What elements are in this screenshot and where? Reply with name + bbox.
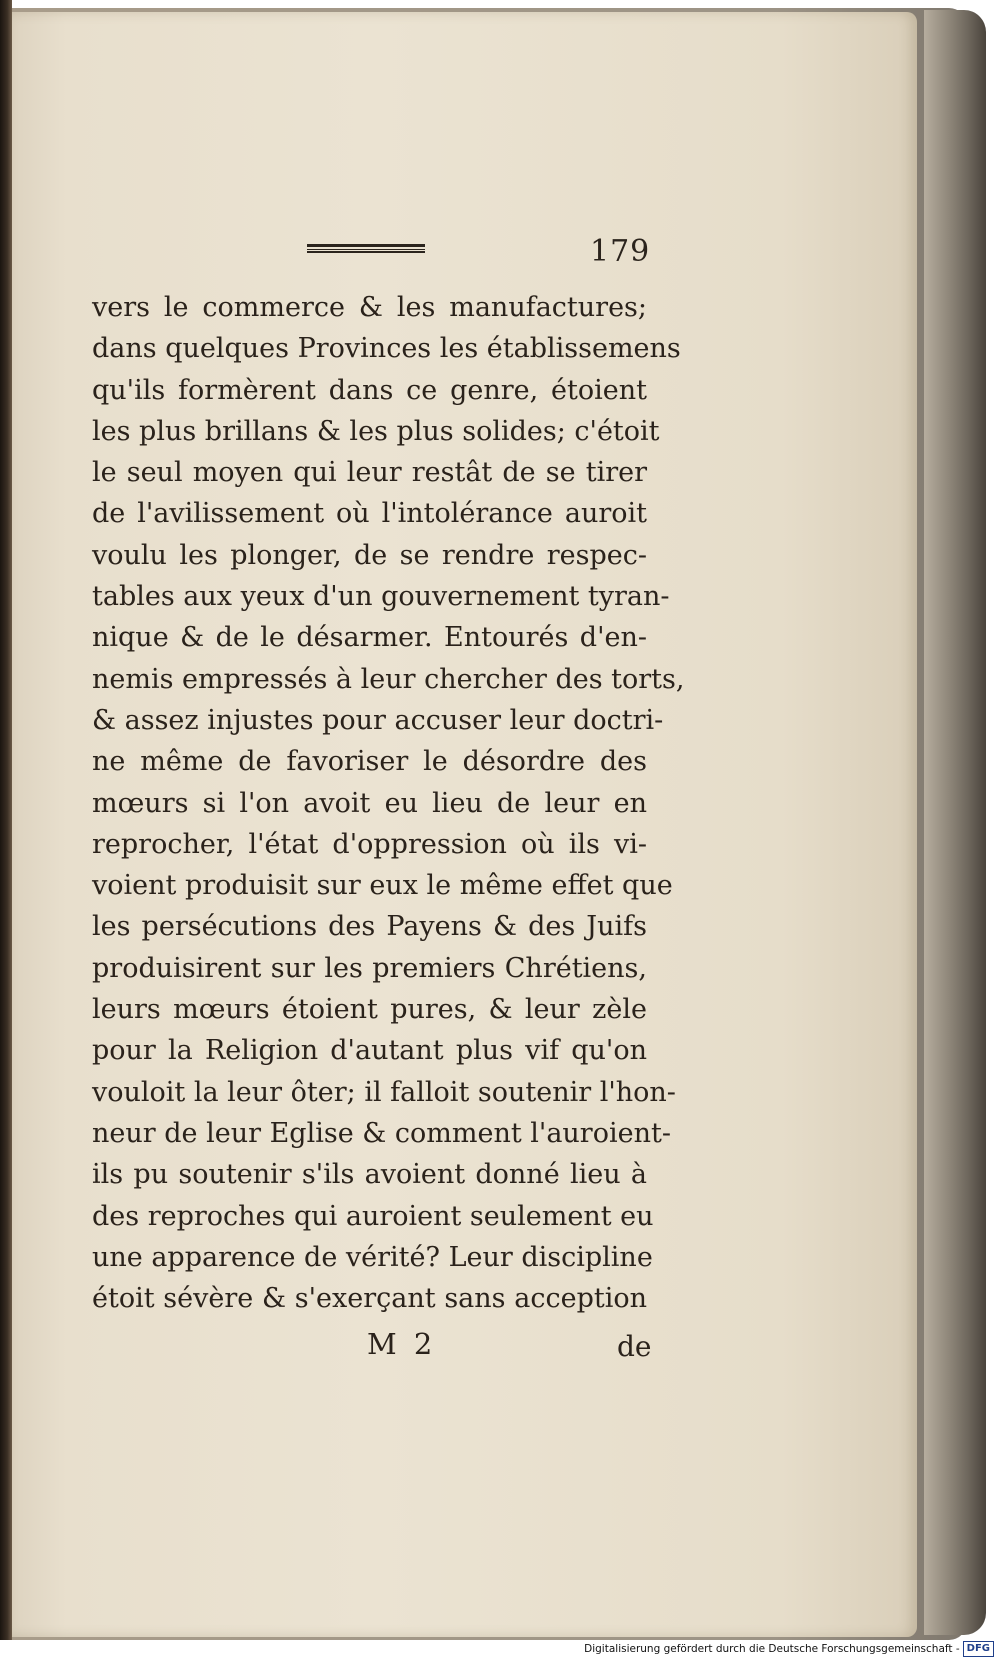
digitization-credit: [584, 1641, 994, 1657]
dfg-logo: DFG: [963, 1641, 994, 1657]
text-line: & assez injustes pour accuser leur doctri-: [92, 704, 664, 736]
text-line: nique & de le désarmer. Entourés d'en-: [92, 622, 647, 654]
text-line: les persécutions des Payens & des Juifs: [92, 911, 647, 943]
text-line: produisirent sur les premiers Chrétiens,: [92, 952, 647, 984]
text-line: vouloit la leur ôter; il falloit soutenir l'hon-: [92, 1076, 676, 1108]
text-line: dans quelques Provinces les établissemens: [92, 333, 681, 365]
text-line: ne même de favoriser le désordre des: [92, 746, 647, 778]
text-line: mœurs si l'on avoit eu lieu de leur en: [92, 787, 647, 819]
text-line: des reproches qui auroient seulement eu: [92, 1200, 654, 1232]
text-line: neur de leur Eglise & comment l'auroient-: [92, 1117, 671, 1149]
text-line: reprocher, l'état d'oppression où ils vi-: [92, 828, 647, 860]
page-number: 179: [590, 234, 651, 269]
credit-text: Digitalisierung gefördert durch die Deutsche Forschungsgemeinschaft -: [584, 1643, 960, 1655]
text-line: nemis empressés à leur chercher des torts,: [92, 663, 685, 695]
text-line: voulu les plonger, de se rendre respec-: [92, 539, 647, 571]
text-line: voient produisit sur eux le même effet que: [92, 870, 673, 902]
text-line: étoit sévère & s'exerçant sans acception: [92, 1283, 647, 1315]
text-line: pour la Religion d'autant plus vif qu'on: [92, 1035, 647, 1067]
header-rule: [307, 244, 425, 253]
signature-mark: M 2: [367, 1327, 437, 1361]
text-line: le seul moyen qui leur restât de se tirer: [92, 457, 647, 489]
text-line: une apparence de vérité? Leur discipline: [92, 1241, 653, 1273]
page-body-text: [92, 287, 685, 1319]
page-paper: [12, 12, 917, 1637]
text-line: leurs mœurs étoient pures, & leur zèle: [92, 994, 647, 1026]
text-line: de l'avilissement où l'intolérance auroit: [92, 498, 647, 530]
text-line: vers le commerce & les manufactures;: [92, 292, 647, 323]
book-cover-edge: [924, 10, 986, 1635]
text-line: ils pu soutenir s'ils avoient donné lieu à: [92, 1159, 647, 1191]
scanner-left-edge: [0, 0, 12, 1640]
text-line: tables aux yeux d'un gouvernement tyran-: [92, 581, 670, 613]
text-line: les plus brillans & les plus solides; c'étoit: [92, 415, 660, 447]
catchword: de: [617, 1330, 652, 1363]
text-line: qu'ils formèrent dans ce genre, étoient: [92, 374, 647, 406]
